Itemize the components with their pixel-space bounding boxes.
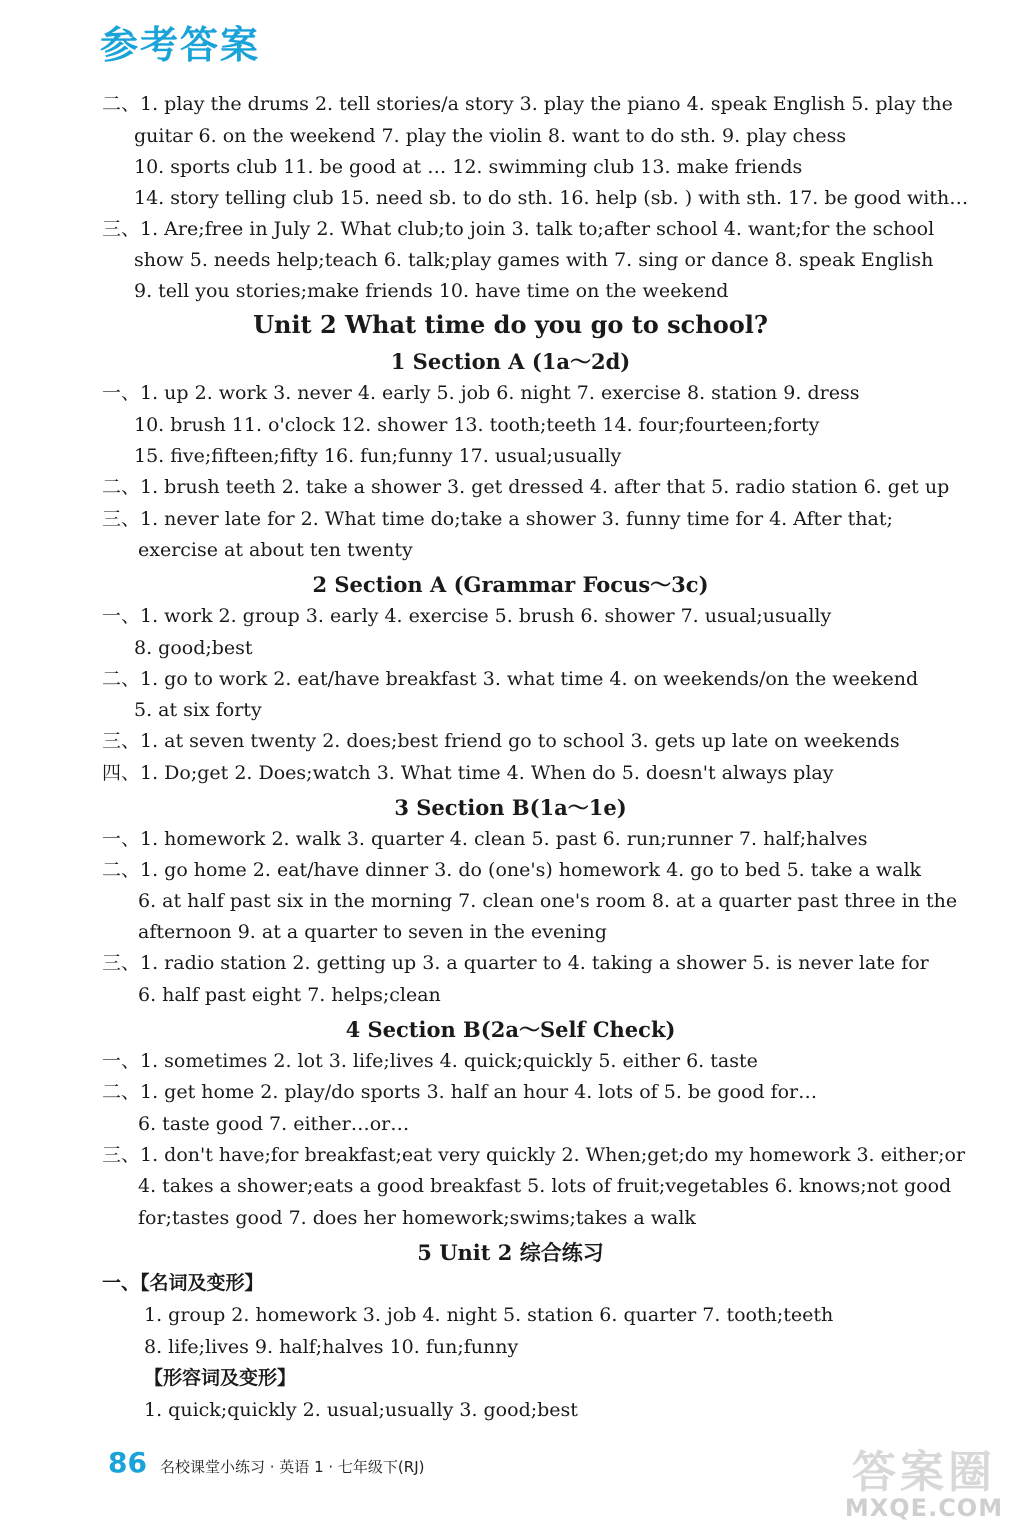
subsection-label: 【形容词及变形】 bbox=[144, 1367, 297, 1389]
watermark-url-text: MXQE.COM bbox=[844, 1494, 1004, 1522]
page-header-title: 参考答案 bbox=[100, 23, 261, 67]
section-title: 2 Section A (Grammar Focus～3c) bbox=[312, 572, 709, 597]
answer-line: 二、1. brush teeth 2. take a shower 3. get dressed 4. after that 5. radio station 6. get up bbox=[102, 476, 950, 498]
answer-line: 一、1. up 2. work 3. never 4. early 5. job 6. night 7. exercise 8. station 9. dress bbox=[102, 382, 860, 404]
answer-line: 三、1. at seven twenty 2. does;best friend go to school 3. gets up late on weekends bbox=[102, 730, 900, 752]
answer-line: 三、1. don't have;for breakfast;eat very quickly 2. When;get;do my homework 3. either;or bbox=[102, 1144, 966, 1166]
answer-line: 1. quick;quickly 2. usual;usually 3. good;best bbox=[144, 1399, 578, 1421]
answer-line: 15. five;fifteen;fifty 16. fun;funny 17. usual;usually bbox=[134, 445, 622, 467]
answer-line: 三、1. never late for 2. What time do;take a shower 3. funny time for 4. After that; bbox=[102, 508, 893, 530]
answer-line: show 5. needs help;teach 6. talk;play games with 7. sing or dance 8. speak English bbox=[134, 249, 934, 271]
book-title: 名校课堂小练习 · 英语 1 · 七年级下(RJ) bbox=[160, 1458, 425, 1476]
answer-line: 10. brush 11. o'clock 12. shower 13. tooth;teeth 14. four;fourteen;forty bbox=[134, 414, 820, 436]
answer-line: 8. good;best bbox=[134, 637, 253, 659]
answer-line: 二、1. play the drums 2. tell stories/a story 3. play the piano 4. speak English 5. play the bbox=[102, 93, 953, 115]
watermark-main-text: 答案圈 bbox=[852, 1447, 996, 1498]
answer-line: 8. life;lives 9. half;halves 10. fun;funny bbox=[144, 1336, 519, 1358]
answer-line: 4. takes a shower;eats a good breakfast 5. lots of fruit;vegetables 6. knows;not good bbox=[138, 1175, 952, 1197]
answer-line: 10. sports club 11. be good at … 12. swimming club 13. make friends bbox=[134, 156, 803, 178]
answer-line: 二、1. go home 2. eat/have dinner 3. do (one's) homework 4. go to bed 5. take a walk bbox=[102, 859, 922, 881]
answer-line: 一、1. work 2. group 3. early 4. exercise 5. brush 6. shower 7. usual;usually bbox=[102, 605, 832, 627]
section-title: 5 Unit 2 综合练习 bbox=[417, 1240, 604, 1265]
answer-line: 9. tell you stories;make friends 10. have time on the weekend bbox=[134, 280, 729, 302]
page-number: 86 bbox=[108, 1446, 147, 1479]
watermark-logo bbox=[838, 1436, 1010, 1526]
answer-line: 四、1. Do;get 2. Does;watch 3. What time 4. When do 5. doesn't always play bbox=[102, 762, 834, 784]
unit-title: Unit 2 What time do you go to school? bbox=[253, 310, 768, 339]
answer-line: 6. taste good 7. either…or… bbox=[138, 1113, 410, 1135]
section-title: 4 Section B(2a～Self Check) bbox=[345, 1017, 676, 1042]
section-title: 3 Section B(1a～1e) bbox=[394, 795, 627, 820]
answer-line: 三、1. radio station 2. getting up 3. a quarter to 4. taking a shower 5. is never late for bbox=[102, 952, 929, 974]
answer-line: 14. story telling club 15. need sb. to do sth. 16. help (sb. ) with sth. 17. be good with… bbox=[134, 187, 969, 209]
answer-line: exercise at about ten twenty bbox=[138, 539, 413, 561]
answer-line: 5. at six forty bbox=[134, 699, 262, 721]
answer-line: afternoon 9. at a quarter to seven in the evening bbox=[138, 921, 607, 943]
section-title: 1 Section A (1a～2d) bbox=[390, 349, 631, 374]
answer-line: for;tastes good 7. does her homework;swims;takes a walk bbox=[138, 1207, 696, 1229]
subsection-label: 一、【名词及变形】 bbox=[102, 1272, 264, 1294]
answer-line: 6. at half past six in the morning 7. clean one's room 8. at a quarter past three in the bbox=[138, 890, 958, 912]
answer-line: 二、1. get home 2. play/do sports 3. half an hour 4. lots of 5. be good for… bbox=[102, 1081, 818, 1103]
answer-line: 一、1. homework 2. walk 3. quarter 4. clean 5. past 6. run;runner 7. half;halves bbox=[102, 828, 868, 850]
answer-line: guitar 6. on the weekend 7. play the violin 8. want to do sth. 9. play chess bbox=[134, 125, 847, 147]
answer-line: 三、1. Are;free in July 2. What club;to join 3. talk to;after school 4. want;for the school bbox=[102, 218, 935, 240]
answer-line: 一、1. sometimes 2. lot 3. life;lives 4. quick;quickly 5. either 6. taste bbox=[102, 1050, 758, 1072]
answer-line: 1. group 2. homework 3. job 4. night 5. station 6. quarter 7. tooth;teeth bbox=[144, 1304, 834, 1326]
answer-line: 6. half past eight 7. helps;clean bbox=[138, 984, 441, 1006]
answer-line: 二、1. go to work 2. eat/have breakfast 3. what time 4. on weekends/on the weekend bbox=[102, 668, 919, 690]
